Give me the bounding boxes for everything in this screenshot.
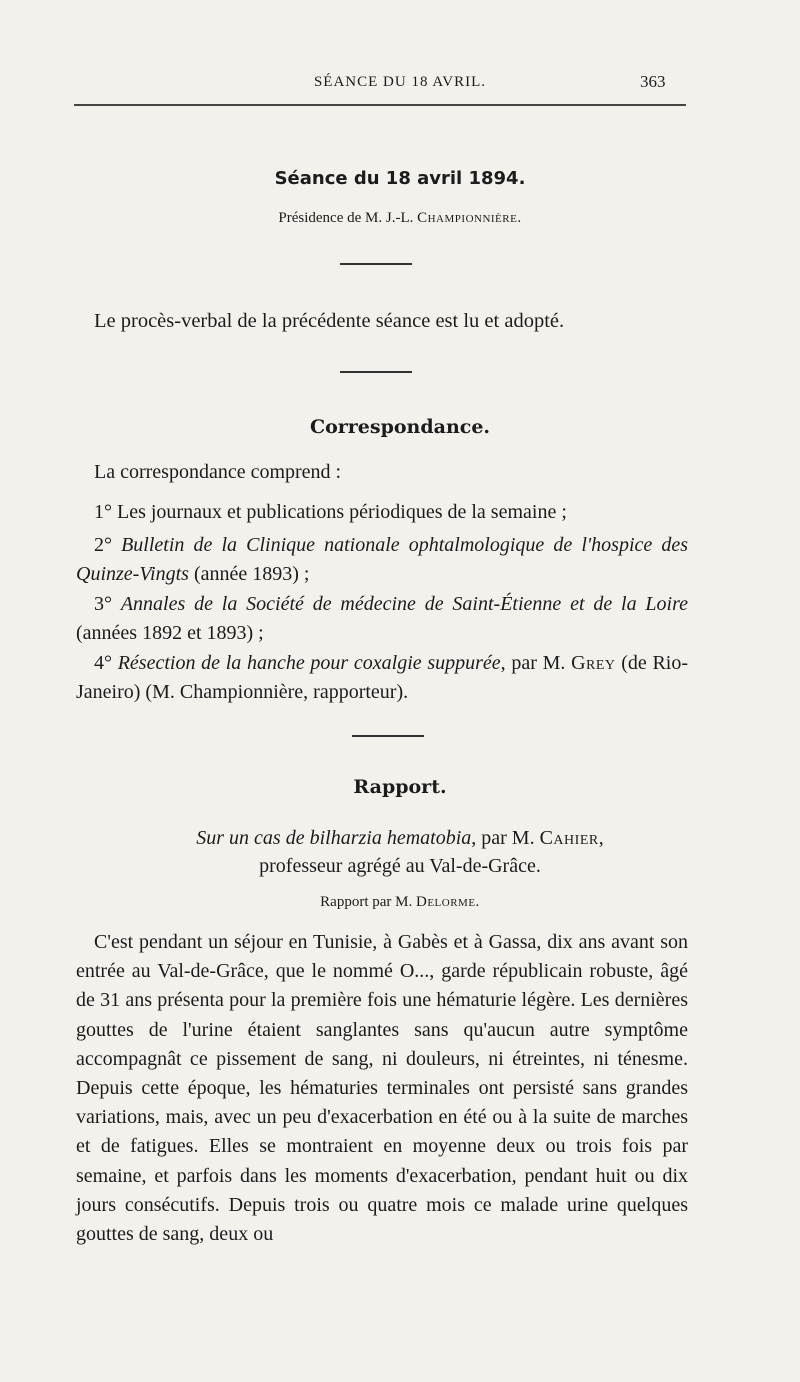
- item-detail: (de Rio-Janeiro) (M. Championnière, rapporteur).: [76, 652, 688, 703]
- item-title: Résection de la hanche pour coxalgie suppurée: [117, 652, 501, 674]
- correspondence-item-2: [76, 531, 688, 589]
- correspondence-item-4: [76, 649, 688, 707]
- presidency-line: [0, 210, 800, 227]
- report-title-italic: Sur un cas de bilharzia hematobia: [196, 827, 472, 849]
- rapporteur-name: Delorme.: [416, 894, 480, 910]
- report-author-name: Cahier: [539, 827, 599, 849]
- report-heading: Rapport.: [353, 776, 447, 798]
- author-name: Grey: [571, 652, 616, 674]
- minutes-statement: Le procès-verbal de la précédente séance est lu et adopté.: [94, 310, 565, 332]
- section-separator: [340, 263, 412, 265]
- report-title: [0, 824, 800, 880]
- report-body-paragraph: C'est pendant un séjour en Tunisie, à Gabès et à Gassa, dix ans avant son entrée au Val-de-Grâce, que le nommé O..., garde républicain robuste, âgé de 31 ans présenta pour la première fois une hématurie légère. Les dernières gouttes de l'urine étaient sanglantes sans qu'aucun autre symptôme accompagnât ce pissement de sang, ni douleurs, ni étreintes, ni ténesme. Depuis cette époque, les hématuries terminales ont persisté sans grandes variations, mais, avec un peu d'exacerbation en été ou à la suite de marches et de fatigues. Elles se montraient en moyenne deux ou trois fois par semaine, et parfois dans les moments d'exacerbation, pendant huit ou dix jours consécutifs. Depuis trois ou quatre mois ce malade urine quelques gouttes de sang, deux ou: [76, 931, 688, 1246]
- section-separator: [352, 735, 424, 737]
- correspondence-item-1: 1° Les journaux et publications périodiques de la semaine ;: [94, 501, 567, 523]
- section-separator: [340, 371, 412, 373]
- item-detail: (années 1892 et 1893) ;: [76, 622, 264, 644]
- item-title: Bulletin de la Clinique nationale ophtalmologique de l'hospice des Quinze-Vingts: [76, 534, 689, 585]
- report-by-prefix: Rapport par M.: [320, 894, 416, 910]
- item-by: , par M.: [500, 652, 572, 674]
- running-title: SÉANCE DU 18 AVRIL.: [313, 74, 487, 90]
- item-number: 2°: [94, 534, 122, 556]
- item-number: 3°: [94, 593, 121, 615]
- correspondence-heading: Correspondance.: [309, 416, 491, 438]
- correspondence-item-3: [76, 590, 688, 648]
- report-title-comma: ,: [598, 827, 604, 849]
- item-title: Annales de la Société de médecine de Saint-Étienne et de la Loire: [120, 593, 689, 615]
- header-rule: [74, 104, 686, 106]
- president-name: Championnière.: [417, 210, 522, 226]
- presidency-prefix: Présidence de M. J.-L.: [278, 210, 418, 226]
- item-number: 4°: [94, 652, 118, 674]
- session-title: Séance du 18 avril 1894.: [274, 168, 526, 189]
- report-author-title: professeur agrégé au Val-de-Grâce.: [259, 855, 541, 877]
- item-detail: (année 1893) ;: [188, 563, 310, 585]
- page-number: 363: [640, 72, 666, 91]
- report-title-by: , par M.: [471, 827, 540, 849]
- correspondence-intro: La correspondance comprend :: [94, 461, 342, 483]
- report-byline: [0, 894, 800, 911]
